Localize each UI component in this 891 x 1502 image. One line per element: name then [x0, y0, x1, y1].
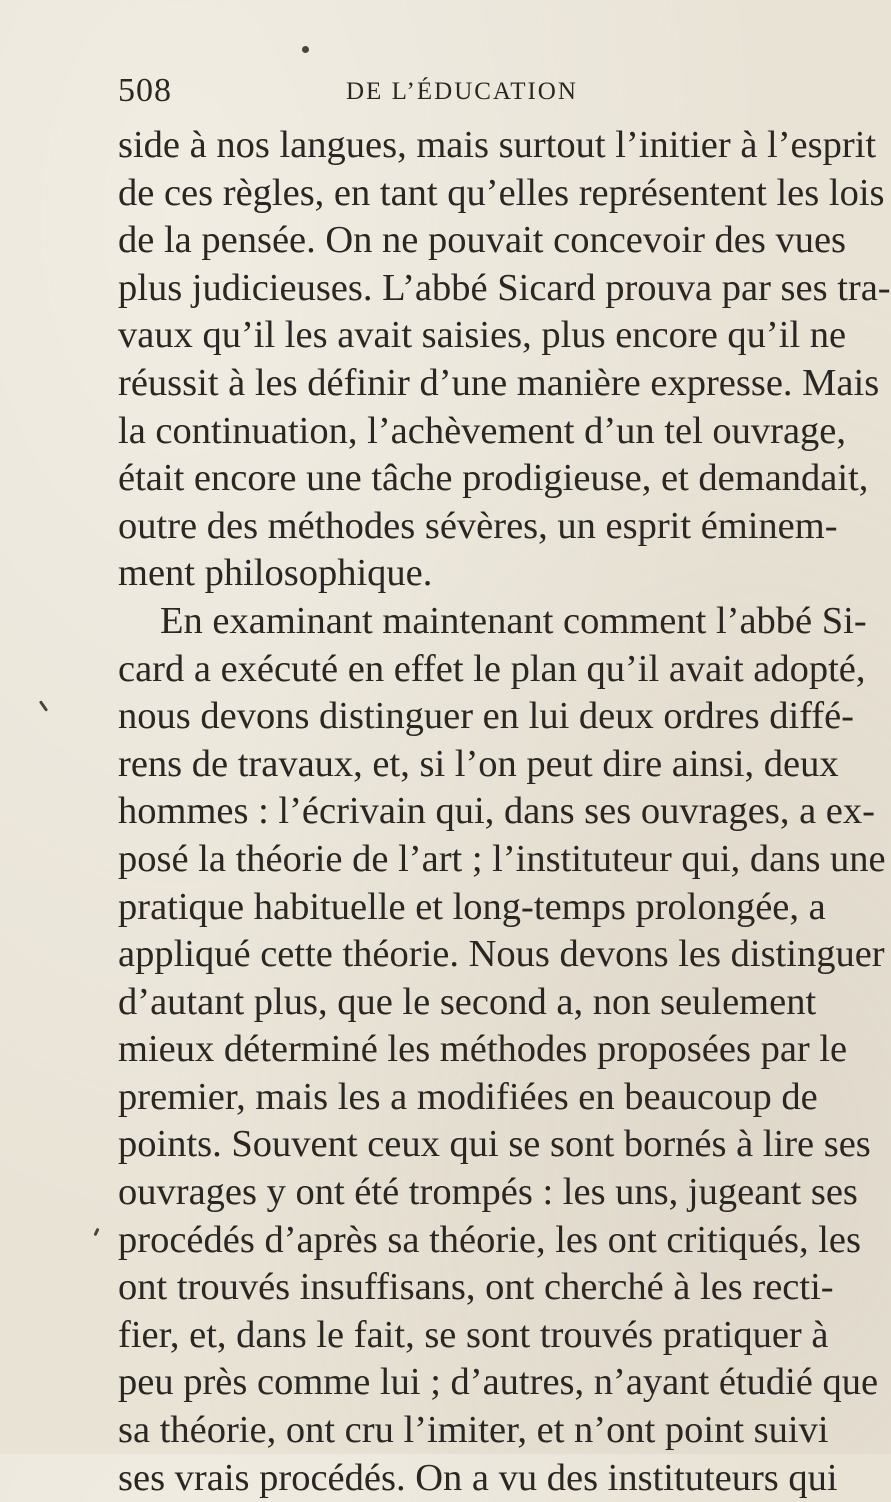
text-line: la continuation, l’achèvement d’un tel ouvrage, [118, 409, 847, 452]
running-head [118, 72, 758, 112]
text-line: points. Souvent ceux qui se sont bornés à lire ses [118, 1123, 871, 1166]
ink-speck [302, 46, 309, 53]
running-title: DE L’ÉDUCATION [346, 78, 578, 105]
text-line: card a exécuté en effet le plan qu’il avait adopté, [118, 647, 866, 690]
text-line: réussit à les définir d’une manière expresse. Mais [118, 361, 880, 404]
text-line: posé la théorie de l’art ; l’instituteur qui, dans une [118, 837, 886, 880]
text-line: premier, mais les a modifiées en beaucoup de [118, 1075, 818, 1118]
text-line: ses vrais procédés. On a vu des instituteurs qui [118, 1456, 838, 1499]
text-line: ment philosophique. [118, 552, 433, 595]
text-line: peu près comme lui ; d’autres, n’ayant étudié que [118, 1361, 879, 1404]
text-line: ont trouvés insuffisans, ont cherché à les recti- [118, 1266, 834, 1309]
text-line: outre des méthodes sévères, un esprit éminem- [118, 504, 838, 547]
text-line: pratique habituelle et long-temps prolongée, a [118, 885, 826, 928]
text-line: était encore une tâche prodigieuse, et demandait, [118, 457, 869, 500]
text-line: d’autant plus, que le second a, non seulement [118, 980, 817, 1023]
text-line: plus judicieuses. L’abbé Sicard prouva par ses tra- [118, 266, 891, 309]
margin-mark [39, 700, 48, 712]
margin-mark [93, 1228, 99, 1237]
text-line: procédés d’après sa théorie, les ont critiqués, les [118, 1218, 862, 1261]
text-line: appliqué cette théorie. Nous devons les distinguer [118, 933, 885, 976]
body-text [118, 122, 891, 1502]
text-line: vaux qu’il les avait saisies, plus encore qu’il ne [118, 314, 847, 357]
text-line: sa théorie, ont cru l’imiter, et n’ont point suivi [118, 1409, 829, 1452]
text-line: nous devons distinguer en lui deux ordres diffé- [118, 695, 854, 738]
text-line: hommes : l’écrivain qui, dans ses ouvrages, a ex- [118, 790, 875, 833]
text-line: de la pensée. On ne pouvait concevoir des vues [118, 219, 847, 262]
text-line: de ces règles, en tant qu’elles représentent les lois [118, 171, 885, 214]
text-line: mieux déterminé les méthodes proposées par le [118, 1028, 848, 1071]
text-line: rens de travaux, et, si l’on peut dire ainsi, deux [118, 742, 839, 785]
text-line: ouvrages y ont été trompés : les uns, jugeant ses [118, 1171, 858, 1214]
text-line: fier, et, dans le fait, se sont trouvés pratiquer à [118, 1313, 829, 1356]
text-line: En examinant maintenant comment l’abbé Si- [160, 599, 867, 642]
text-line: side à nos langues, mais surtout l’initier à l’esprit [118, 124, 877, 166]
page-number: 508 [118, 72, 172, 109]
